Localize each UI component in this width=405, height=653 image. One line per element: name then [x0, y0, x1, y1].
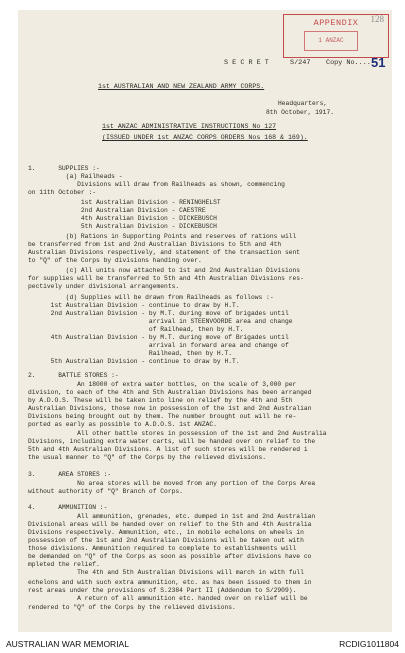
secret-marking: S E C R E T [224, 59, 269, 67]
body-line: Divisional areas will be handed over on relief to the 5th and 4th Australia [28, 521, 312, 528]
body-line: Divisions will draw from Railheads as shown, commencing [28, 181, 285, 188]
body-line: (b) Rations in Supporting Points and reserves of rations will [28, 233, 297, 240]
body-line: mpleted the relief. [28, 561, 100, 568]
copy-number: 51 [371, 55, 386, 70]
body-line: (d) Supplies will be drawn from Railheads as follows :- [28, 294, 274, 301]
body-line: rest areas under the provisions of S.2384 Part II (Addendum to S/2909). [28, 587, 297, 594]
body-line: All other battle stores in possession of the 1st and 2nd Australia [28, 430, 327, 437]
stamp-title: APPENDIX [313, 18, 359, 28]
body-line: 1st Australian Division - continue to draw by H.T. [28, 302, 240, 309]
body-line: Railhead, then by H.T. [28, 350, 233, 357]
body-line: by A.D.O.S. These will be taken into line on relief by the 4th and 5th [28, 397, 293, 404]
body-line: The 4th and 5th Australian Divisions will march in with full [28, 569, 304, 576]
body-line: 3. AREA STORES :- [28, 471, 112, 478]
body-line: 5th and 4th Australian Divisions. A list of such stores will be rendered i [28, 446, 308, 453]
body-line: Divisions, including extra water carts, will be handed over on relief to the [28, 438, 316, 445]
archive-footer [0, 635, 405, 653]
corps-heading: 1st AUSTRALIAN AND NEW ZEALAND ARMY CORPS. [98, 83, 265, 90]
body-line: (c) All units now attached to 1st and 2nd Australian Divisions [28, 267, 301, 274]
archive-name: AUSTRALIAN WAR MEMORIAL [6, 639, 129, 649]
body-line: 2nd Australian Division - by M.T. during move of brigades until [28, 310, 289, 317]
body-line: the usual manner to "Q" of the Corps by the relieved divisions. [28, 454, 267, 461]
body-line: echelons and with such extra ammunition, etc. as has been issued to them in [28, 579, 312, 586]
body-line: No area stores will be moved from any portion of the Corps Area [28, 480, 316, 487]
document-page [18, 10, 392, 632]
body-line: An 18000 of extra water bottles, on the scale of 3,000 per [28, 381, 297, 388]
stamp-inner: 1 ANZAC [304, 31, 358, 51]
body-line: All ammunition, grenades, etc. dumped in 1st and 2nd Australian [28, 513, 316, 520]
body-line: A return of all ammunition etc. handed over on relief will be [28, 595, 308, 602]
reference-number: S/247 [290, 59, 311, 67]
body-line: arrival in STEENVOORDE area and change [28, 318, 293, 325]
copy-label: Copy No.... [326, 59, 371, 67]
body-line: Australian Divisions respectively, and statement of the transaction sent [28, 249, 301, 256]
body-line: 5th Australian Division - continue to draw by H.T. [28, 358, 240, 365]
body-line: those divisions. Ammunition required to complete to establishments will [28, 545, 297, 552]
document-title: 1st ANZAC ADMINISTRATIVE INSTRUCTIONS No 127 [102, 123, 277, 130]
body-line: possession of the 1st and 2nd Australian Divisions will be taken out with [28, 537, 304, 544]
body-line: 2. BATTLE STORES :- [28, 372, 119, 379]
body-line: of Railhead, then by H.T. [28, 326, 244, 333]
body-line: 5th Australian Division - DICKEBUSCH [28, 223, 217, 230]
headquarters-label: Headquarters, [278, 100, 328, 107]
body-line: be demanded on "Q" of the Corps as soon as possible after divisions have co [28, 553, 312, 560]
document-subtitle: (ISSUED UNDER 1st ANZAC CORPS ORDERS Nos 168 & 169). [102, 134, 308, 141]
body-line: 4. AMMUNITION :- [28, 504, 108, 511]
body-line: 4th Australian Division - by M.T. during move of Brigades until [28, 334, 289, 341]
body-line: 1. SUPPLIES :- [28, 165, 100, 172]
body-line: without authority of "Q" Branch of Corps. [28, 488, 183, 495]
archive-reference: RCDIG1011804 [339, 639, 399, 649]
body-line: Australian Divisions, those now in possession of the 1st and 2nd Australian [28, 405, 312, 412]
body-line: rendered to "Q" of the Corps by the relieved divisions. [28, 604, 236, 611]
body-line: on 11th October :- [28, 189, 97, 196]
body-line: arrival in forward area and change of [28, 342, 289, 349]
body-line: for supplies will be transferred to 5th and 4th Australian Divisions res- [28, 275, 304, 282]
body-line: 4th Australian Division - DICKEBUSCH [28, 215, 217, 222]
body-line: be transferred from 1st and 2nd Australian Divisions to 5th and 4th [28, 241, 282, 248]
body-line: ported as early as possible to A.D.O.S. 1st ANZAC. [28, 421, 217, 428]
body-line: pectively under divisional arrangements. [28, 283, 180, 290]
document-date: 8th October, 1917. [266, 109, 335, 116]
folio-number: 128 [370, 14, 384, 24]
body-line: to "Q" of the Corps by divisions handing over. [28, 257, 202, 264]
body-line: division, to each of the 4th and 5th Australian Divisions has been arranged [28, 389, 312, 396]
body-line: Divisions being brought out by them. The number brought out will be re- [28, 413, 297, 420]
body-line: 2nd Australian Division - CAESTRE [28, 207, 206, 214]
body-line: (a) Railheads - [28, 173, 123, 180]
body-line: 1st Australian Division - RENINGHELST [28, 199, 221, 206]
body-line: Divisions respectively. Ammunition, etc., in mobile echelons on wheels in [28, 529, 304, 536]
